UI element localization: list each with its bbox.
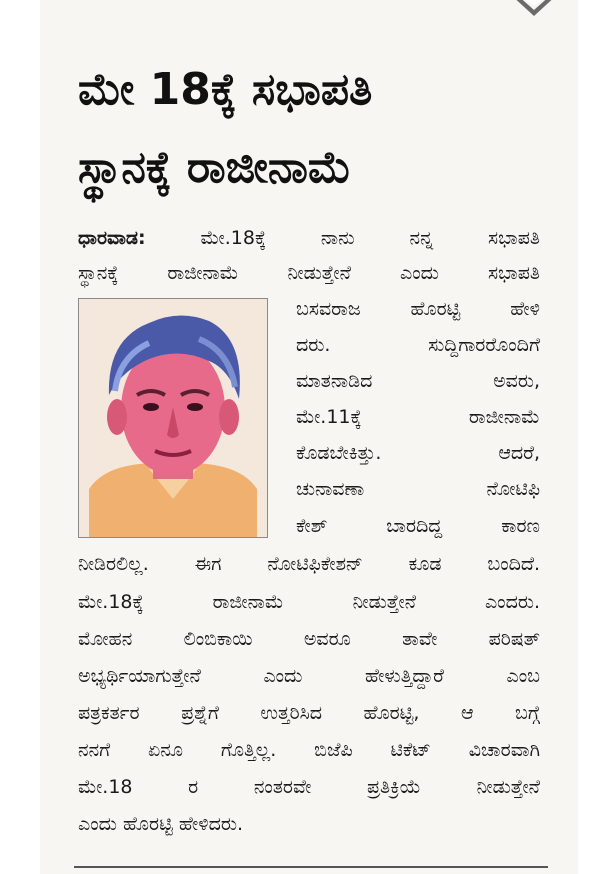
article-line-13: ಅಭ್ಯರ್ಥಿಯಾಗುತ್ತೇನೆ ಎಂದು ಹೇಳುತ್ತಿದ್ದಾರೆ ಎಂಬ	[78, 667, 540, 687]
article-line-9: ಕೇಶ್ ಬಾರದಿದ್ದ ಕಾರಣ	[296, 517, 540, 537]
article-line-6: ಮೇ.11ಕ್ಕೆ ರಾಜೀನಾಮೆ	[296, 408, 540, 428]
page-margin-left	[0, 0, 40, 874]
article-line-3: ಬಸವರಾಜ ಹೊರಟ್ಟಿ ಹೇಳಿ	[296, 300, 540, 320]
page-margin-right	[578, 0, 596, 874]
headline-line-2: ಸ್ಥಾನಕ್ಕೆ ರಾಜೀನಾಮೆ	[78, 142, 352, 193]
portrait-photo-icon	[79, 299, 267, 537]
article-line-17: ಎಂದು ಹೊರಟ್ಟಿ ಹೇಳಿದರು.	[78, 813, 244, 835]
headline-line-1: ಮೇ 18ಕ್ಕೆ ಸಭಾಪತಿ	[78, 64, 373, 115]
corner-chevron-icon	[506, 0, 562, 24]
portrait-photo	[78, 298, 268, 538]
article-line-11: ಮೇ.18ಕ್ಕೆ ರಾಜೀನಾಮೆ ನೀಡುತ್ತೇನೆ ಎಂದರು.	[78, 593, 540, 613]
article-text: ಮೇ.18ಕ್ಕೆ ನಾನು ನನ್ನ ಸಭಾಪತಿ	[200, 229, 540, 249]
article-line-10: ನೀಡಿರಲಿಲ್ಲ. ಈಗ ನೋಟಿಫಿಕೇಶನ್ ಕೂಡ ಬಂದಿದೆ.	[78, 555, 540, 575]
article-line-1	[78, 229, 540, 253]
bottom-rule	[74, 866, 548, 868]
article-line-15: ನನಗೆ ಏನೂ ಗೊತ್ತಿಲ್ಲ. ಬಿಜೆಪಿ ಟಿಕೆಟ್ ವಿಚಾರವಾಗಿ	[78, 741, 540, 761]
article-line-7: ಕೊಡಬೇಕಿತ್ತು. ಆದರೆ,	[296, 444, 540, 464]
article-line-8: ಚುನಾವಣಾ ನೋಟಿಫಿ	[296, 480, 540, 500]
article-line-14: ಪತ್ರಕರ್ತರ ಪ್ರಶ್ನೆಗೆ ಉತ್ತರಿಸಿದ ಹೊರಟ್ಟಿ, ಆ ಬಗ್ಗೆ	[78, 704, 540, 724]
article-line-4: ದರು. ಸುದ್ದಿಗಾರರೊಂದಿಗೆ	[296, 336, 540, 356]
article-line-5: ಮಾತನಾಡಿದ ಅವರು,	[296, 372, 540, 392]
article-line-16: ಮೇ.18 ರ ನಂತರವೇ ಪ್ರತಿಕ್ರಿಯೆ ನೀಡುತ್ತೇನೆ	[78, 778, 540, 798]
dateline: ಧಾರವಾಡ:	[78, 229, 146, 249]
article-line-12: ಮೋಹನ ಲಿಂಬಿಕಾಯಿ ಅವರೂ ತಾವೇ ಪರಿಷತ್	[78, 630, 540, 650]
article-line-2: ಸ್ಥಾನಕ್ಕೆ ರಾಜೀನಾಮೆ ನೀಡುತ್ತೇನೆ ಎಂದು ಸಭಾಪತಿ	[78, 264, 540, 284]
